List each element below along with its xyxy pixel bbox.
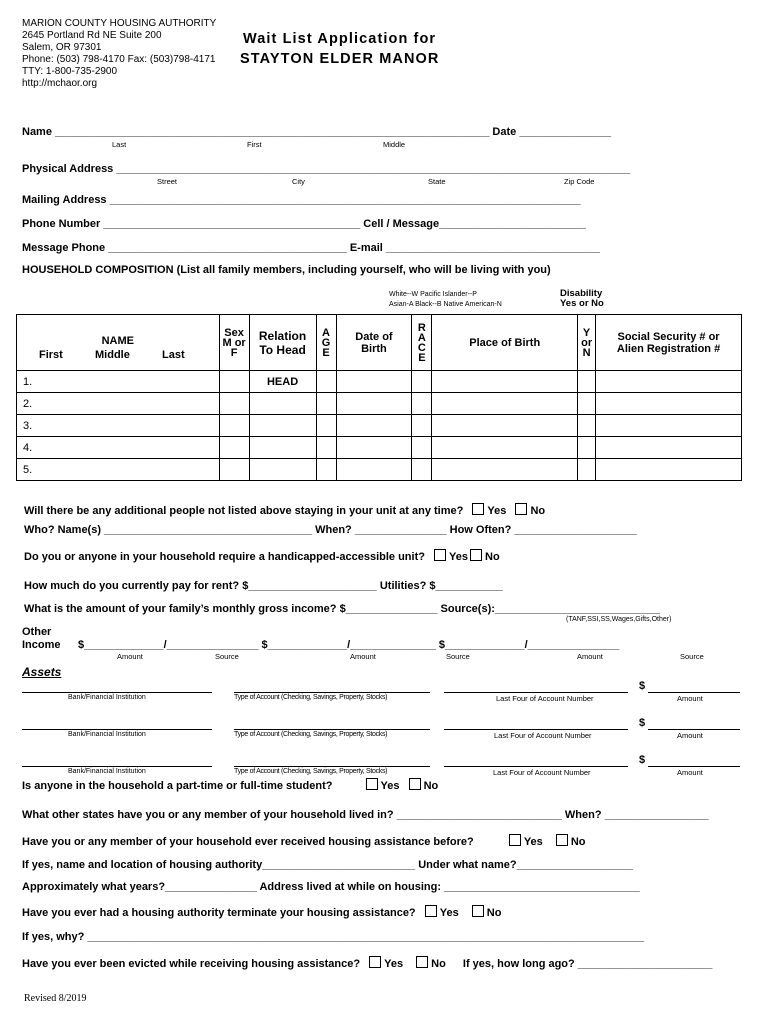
table-row[interactable]: [17, 393, 742, 415]
amount-line[interactable]: [648, 729, 740, 730]
table-cell[interactable]: [596, 437, 742, 459]
amount-label: Amount: [117, 652, 143, 661]
assistance-yes-checkbox[interactable]: [509, 834, 521, 846]
amount-label: Amount: [577, 652, 603, 661]
yes-label: Yes: [380, 780, 400, 792]
race-header-l3: C: [417, 341, 426, 354]
race-header-l2: A: [417, 331, 426, 344]
table-row[interactable]: [17, 415, 742, 437]
physical-address-field[interactable]: Physical Address ____________________________________________________________________________________: [22, 163, 631, 175]
table-row[interactable]: [17, 371, 742, 393]
table-cell[interactable]: [219, 415, 249, 437]
name-first-label: First: [247, 140, 262, 149]
table-cell[interactable]: [432, 415, 578, 437]
agency-web: http://mchaor.org: [22, 78, 98, 89]
income-label: Income: [22, 639, 61, 651]
assistance-no-checkbox[interactable]: [556, 834, 568, 846]
name-header: [17, 315, 220, 371]
age-header-l2: G: [321, 336, 331, 349]
race-header: [412, 315, 432, 371]
evicted-text: Have you ever been evicted while receiving housing assistance?: [22, 958, 361, 970]
bank-label: Bank/Financial Institution: [68, 694, 146, 701]
dollar-sign: $: [639, 680, 646, 692]
agency-address2: Salem, OR 97301: [22, 42, 102, 53]
table-cell[interactable]: [219, 393, 249, 415]
last-four-line[interactable]: [444, 729, 628, 730]
relation-header-l1: Relation: [258, 328, 307, 343]
race-legend-line2: Asian-A Black--B Native American-N: [389, 301, 502, 308]
accessible-no-checkbox[interactable]: [470, 549, 482, 561]
table-row[interactable]: [17, 437, 742, 459]
no-label: No: [530, 505, 546, 517]
state-label: State: [428, 177, 446, 186]
housing-authority-field[interactable]: If yes, name and location of housing authority_________________________ Under what name?___________________: [22, 859, 633, 871]
how-long-field[interactable]: If yes, how long ago? ______________________: [462, 958, 713, 970]
table-cell[interactable]: [219, 437, 249, 459]
table-cell[interactable]: [336, 371, 412, 393]
agency-phone: Phone: (503) 798-4170 Fax: (503)798-4171: [22, 54, 216, 65]
table-cell[interactable]: [316, 459, 336, 481]
source-label: Source: [446, 652, 470, 661]
source-label: Source: [680, 652, 704, 661]
middle-header: Middle: [95, 349, 130, 361]
account-type-label: Type of Account (Checking, Savings, Property, Stocks): [234, 731, 388, 738]
race-header-l1: R: [417, 321, 426, 334]
message-email-field[interactable]: Message Phone _______________________________________ E-mail ___________________________________: [22, 242, 601, 254]
no-label: No: [486, 907, 502, 919]
table-cell[interactable]: [336, 437, 412, 459]
amount-label: Amount: [677, 731, 703, 740]
amount-label: Amount: [677, 768, 703, 777]
states-field[interactable]: What other states have you or any member of your household lived in? ___________________________ When? _________________: [22, 809, 709, 821]
table-cell[interactable]: [316, 371, 336, 393]
row-number: 2.: [17, 393, 220, 415]
table-cell[interactable]: [596, 415, 742, 437]
city-label: City: [292, 177, 305, 186]
disability-label: Disability: [560, 288, 603, 299]
evicted-question: [22, 956, 712, 970]
student-no-checkbox[interactable]: [409, 778, 421, 790]
account-type-line[interactable]: [234, 729, 430, 730]
student-yes-checkbox[interactable]: [366, 778, 378, 790]
terminate-question: [22, 905, 501, 919]
last-four-line[interactable]: [444, 766, 628, 767]
table-cell[interactable]: [412, 459, 432, 481]
phone-field[interactable]: Phone Number __________________________________________ Cell / Message________________________: [22, 218, 586, 230]
table-cell[interactable]: [596, 459, 742, 481]
rent-field[interactable]: How much do you currently pay for rent? $_____________________ Utilities? $___________: [24, 580, 503, 592]
table-cell[interactable]: [432, 437, 578, 459]
table-cell[interactable]: [412, 393, 432, 415]
disability-legend: [560, 289, 604, 309]
income-field[interactable]: What is the amount of your family’s monthly gross income? $_______________ Source(s):___________________________: [24, 603, 661, 615]
table-row[interactable]: [17, 459, 742, 481]
terminate-text: Have you ever had a housing authority terminate your housing assistance?: [22, 907, 416, 919]
last-four-label: Last Four of Account Number: [493, 768, 591, 777]
no-label: No: [570, 836, 586, 848]
relation-header-l2: To Head: [259, 342, 306, 357]
table-cell[interactable]: [336, 459, 412, 481]
yn-header-l1: Y: [582, 326, 591, 339]
name-last-label: Last: [112, 140, 127, 149]
relation-head-cell: HEAD: [249, 371, 316, 393]
amount-line[interactable]: [648, 692, 740, 693]
relation-header: [249, 315, 316, 371]
bank-line[interactable]: [22, 692, 212, 693]
bank-line[interactable]: [22, 729, 212, 730]
table-cell[interactable]: [336, 415, 412, 437]
table-cell[interactable]: [578, 371, 596, 393]
household-table: [16, 314, 742, 481]
sex-header-l2: M or: [222, 336, 246, 349]
disability-options: Yes or No: [560, 298, 604, 309]
other-income-field[interactable]: $_____________/_______________ $_____________/______________ $_____________/_______________: [78, 639, 620, 651]
row-number: 5.: [17, 459, 220, 481]
table-cell[interactable]: [596, 371, 742, 393]
sex-header-l3: F: [230, 346, 238, 359]
mailing-address-field[interactable]: Mailing Address _____________________________________________________________________________: [22, 194, 581, 206]
last-four-line[interactable]: [444, 692, 628, 693]
accessible-text: Do you or anyone in your household require a handicapped-accessible unit?: [24, 551, 425, 563]
revision-footer: Revised 8/2019: [24, 993, 87, 1004]
dollar-sign: $: [639, 754, 646, 766]
assets-heading: Assets: [22, 665, 62, 679]
why-field[interactable]: If yes, why? ___________________________________________________________________________________________: [22, 931, 645, 943]
ssn-header: [596, 315, 742, 371]
yes-label: Yes: [384, 958, 404, 970]
account-type-line[interactable]: [234, 692, 430, 693]
agency-block: [22, 18, 216, 90]
terminate-yes-checkbox[interactable]: [425, 905, 437, 917]
form-title: [240, 29, 439, 69]
table-cell[interactable]: [219, 371, 249, 393]
row-number: 3.: [17, 415, 220, 437]
additional-no-checkbox[interactable]: [515, 503, 527, 515]
accessible-yes-checkbox[interactable]: [434, 549, 446, 561]
age-header-l3: E: [322, 346, 330, 359]
table-cell[interactable]: [412, 371, 432, 393]
table-cell[interactable]: [432, 393, 578, 415]
table-cell[interactable]: [249, 459, 316, 481]
ssn-header-l1: Social Security # or: [617, 330, 720, 343]
assistance-question: [22, 834, 586, 848]
title-line2: STAYTON ELDER MANOR: [240, 51, 440, 67]
agency-address1: 2645 Portland Rd NE Suite 200: [22, 30, 162, 41]
last-four-label: Last Four of Account Number: [496, 694, 594, 703]
last-four-label: Last Four of Account Number: [494, 731, 592, 740]
amount-label: Amount: [350, 652, 376, 661]
dob-header-l2: Birth: [361, 342, 387, 355]
table-cell[interactable]: [249, 393, 316, 415]
table-cell[interactable]: [316, 393, 336, 415]
evicted-yes-checkbox[interactable]: [369, 956, 381, 968]
race-legend-line1: White--W Pacific Islander--P: [389, 291, 477, 298]
name-middle-label: Middle: [383, 140, 406, 149]
title-line1: Wait List Application for: [243, 31, 437, 47]
table-cell[interactable]: [336, 393, 412, 415]
age-header-l1: A: [322, 326, 330, 339]
assistance-text: Have you or any member of your household ever received housing assistance before?: [22, 836, 474, 848]
table-cell[interactable]: [316, 437, 336, 459]
table-cell[interactable]: [578, 415, 596, 437]
yes-label: Yes: [449, 551, 468, 563]
years-field[interactable]: Approximately what years?_______________ Address lived at while on housing: ________________________________: [22, 881, 640, 893]
table-cell[interactable]: [219, 459, 249, 481]
name-field[interactable]: Name _______________________________________________________________________ Date _______________: [22, 126, 612, 138]
account-type-label: Type of Account (Checking, Savings, Property, Stocks): [234, 768, 388, 775]
yn-header: [578, 315, 596, 371]
no-label: No: [485, 551, 500, 563]
sex-header-l1: Sex: [224, 326, 244, 339]
other-income-label: [22, 626, 61, 652]
age-header: [316, 315, 336, 371]
table-cell[interactable]: [596, 393, 742, 415]
row-number: 4.: [17, 437, 220, 459]
dob-header-l1: Date of: [355, 330, 393, 343]
row-number: 1.: [17, 371, 220, 393]
household-heading: HOUSEHOLD COMPOSITION (List all family members, including yourself, who will be living with you): [22, 264, 551, 276]
yn-header-l3: N: [582, 346, 591, 359]
agency-name: MARION COUNTY HOUSING AUTHORITY: [22, 18, 217, 29]
table-cell[interactable]: [412, 437, 432, 459]
pob-header: Place of Birth: [432, 315, 578, 371]
street-label: Street: [157, 177, 178, 186]
last-header: Last: [162, 349, 185, 361]
table-cell[interactable]: [578, 437, 596, 459]
table-cell[interactable]: [578, 459, 596, 481]
yn-header-l2: or: [581, 336, 593, 349]
table-header-row: [17, 315, 742, 371]
evicted-no-checkbox[interactable]: [416, 956, 428, 968]
additional-yes-checkbox[interactable]: [472, 503, 484, 515]
terminate-no-checkbox[interactable]: [472, 905, 484, 917]
additional-people-question: [24, 503, 545, 517]
first-header: First: [39, 349, 63, 361]
bank-line[interactable]: [22, 766, 212, 767]
race-legend: [389, 290, 502, 310]
table-cell[interactable]: [412, 415, 432, 437]
sources-hint: (TANF,SSI,SS,Wages,Gifts,Other): [566, 616, 672, 623]
table-cell[interactable]: [316, 415, 336, 437]
other-label: Other: [22, 626, 52, 638]
account-type-label: Type of Account (Checking, Savings, Property, Stocks): [234, 694, 388, 701]
student-text: Is anyone in the household a part-time or full-time student?: [22, 780, 333, 792]
account-type-line[interactable]: [234, 766, 430, 767]
amount-label: Amount: [677, 694, 703, 703]
table-cell[interactable]: [249, 415, 316, 437]
table-cell[interactable]: [249, 437, 316, 459]
yes-label: Yes: [487, 505, 507, 517]
yes-label: Yes: [523, 836, 543, 848]
additional-people-text: Will there be any additional people not listed above staying in your unit at any time?: [24, 505, 464, 517]
no-label: No: [431, 958, 446, 970]
student-question: [22, 778, 438, 792]
bank-label: Bank/Financial Institution: [68, 768, 146, 775]
name-header-title: NAME: [101, 335, 134, 347]
table-cell[interactable]: [432, 371, 578, 393]
ssn-header-l2: Alien Registration #: [616, 342, 721, 355]
accessible-question: [24, 549, 500, 563]
zip-label: Zip Code: [564, 177, 595, 186]
table-cell[interactable]: [578, 393, 596, 415]
dollar-sign: $: [639, 717, 646, 729]
source-label: Source: [215, 652, 239, 661]
table-cell[interactable]: [432, 459, 578, 481]
no-label: No: [423, 780, 439, 792]
amount-line[interactable]: [648, 766, 740, 767]
dob-header: [336, 315, 412, 371]
yes-label: Yes: [439, 907, 459, 919]
agency-tty: TTY: 1-800-735-2900: [22, 66, 118, 77]
race-header-l4: E: [418, 351, 426, 364]
sex-header: [219, 315, 249, 371]
bank-label: Bank/Financial Institution: [68, 731, 146, 738]
who-field[interactable]: Who? Name(s) __________________________________ When? _______________ How Often? ____________________: [24, 524, 637, 536]
